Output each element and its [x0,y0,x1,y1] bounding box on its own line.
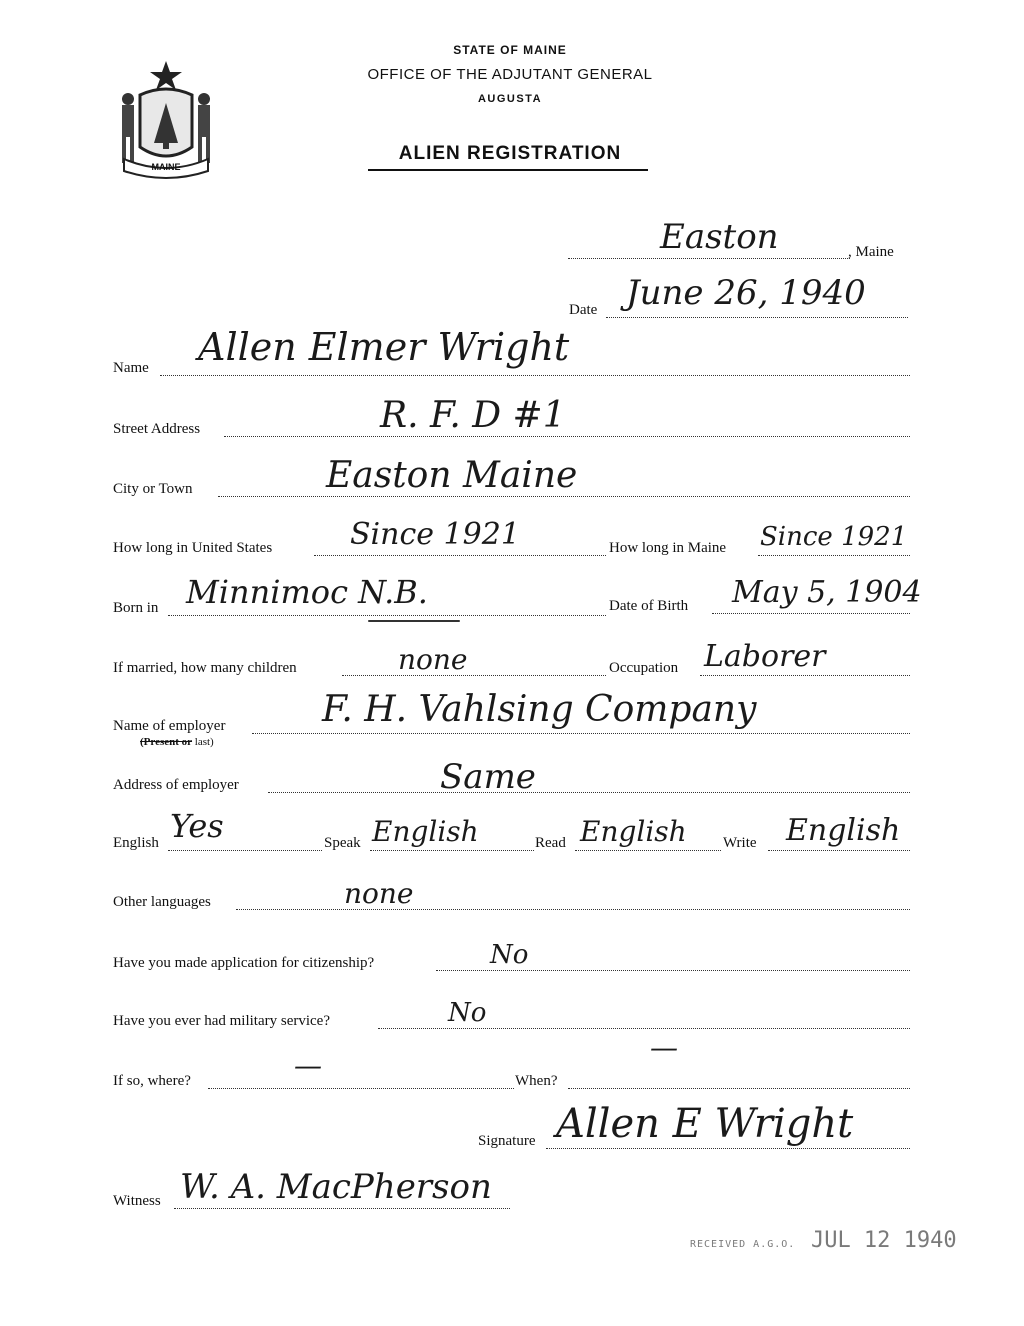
employer-value: F. H. Vahlsing Company [322,689,757,730]
how-long-us-value: Since 1921 [350,517,520,552]
witness-value: W. A. MacPherson [180,1167,492,1207]
read-value: English [580,815,687,848]
when-label: When? [515,1073,558,1089]
born-in-label: Born in [113,600,159,616]
where-value: — [294,1049,322,1082]
name-value: Allen Elmer Wright [198,325,570,369]
speak-value: English [372,815,479,848]
signature-label: Signature [478,1133,536,1149]
employer-note-struck: (Present or [140,736,193,748]
employer-note [140,736,214,748]
children-value: none [398,643,468,676]
military-label: Have you ever had military service? [113,1013,330,1029]
english-label: English [113,835,159,851]
header-state: STATE OF MAINE [453,43,567,57]
header-office: OFFICE OF THE ADJUTANT GENERAL [367,66,653,83]
date-label: Date [569,302,598,318]
received-stamp [690,1228,957,1253]
header-city: AUGUSTA [477,93,543,105]
children-label: If married, how many children [113,660,297,676]
name-label: Name [113,360,149,376]
write-label: Write [723,835,757,851]
maine-suffix: , Maine [848,244,894,260]
occupation-value: Laborer [704,639,826,674]
how-long-maine-value: Since 1921 [760,522,908,552]
date-value: June 26, 1940 [626,273,866,313]
write-value: English [786,813,901,848]
town-value: Easton [660,217,779,257]
employer-note-rest: last) [192,736,214,748]
when-value: — [650,1031,678,1064]
title-underline [368,169,648,171]
read-label: Read [535,835,566,851]
born-in-value: Minnimoc N.B. [186,573,428,611]
street-address-label: Street Address [113,421,201,437]
how-long-maine-label: How long in Maine [609,540,727,556]
stamp-prefix: RECEIVED A.G.O. [690,1239,796,1250]
city-value: Easton Maine [326,455,578,496]
born-in-underline [368,620,460,622]
speak-label: Speak [324,835,361,851]
citizenship-label: Have you made application for citizenship? [113,955,375,971]
english-value: Yes [170,807,224,845]
signature-value: Allen E Wright [556,1101,854,1147]
date-of-birth-label: Date of Birth [609,598,689,614]
city-label: City or Town [113,481,193,497]
employer-label: Name of employer [113,718,226,734]
other-languages-label: Other languages [113,894,211,910]
employer-address-value: Same [440,757,536,797]
citizenship-value: No [490,940,529,970]
other-languages-value: none [344,877,414,910]
employer-address-label: Address of employer [113,777,239,793]
how-long-us-label: How long in United States [113,540,273,556]
witness-label: Witness [113,1193,161,1209]
military-value: No [448,998,487,1028]
street-address-value: R. F. D #1 [380,395,566,436]
state-seal [110,55,222,183]
occupation-label: Occupation [609,660,679,676]
date-of-birth-value: May 5, 1904 [732,575,922,610]
where-label: If so, where? [113,1073,191,1089]
seal-ribbon-text: MAINE [151,162,181,172]
stamp-date: JUL 12 1940 [810,1228,957,1253]
page-title: ALIEN REGISTRATION [398,143,622,164]
